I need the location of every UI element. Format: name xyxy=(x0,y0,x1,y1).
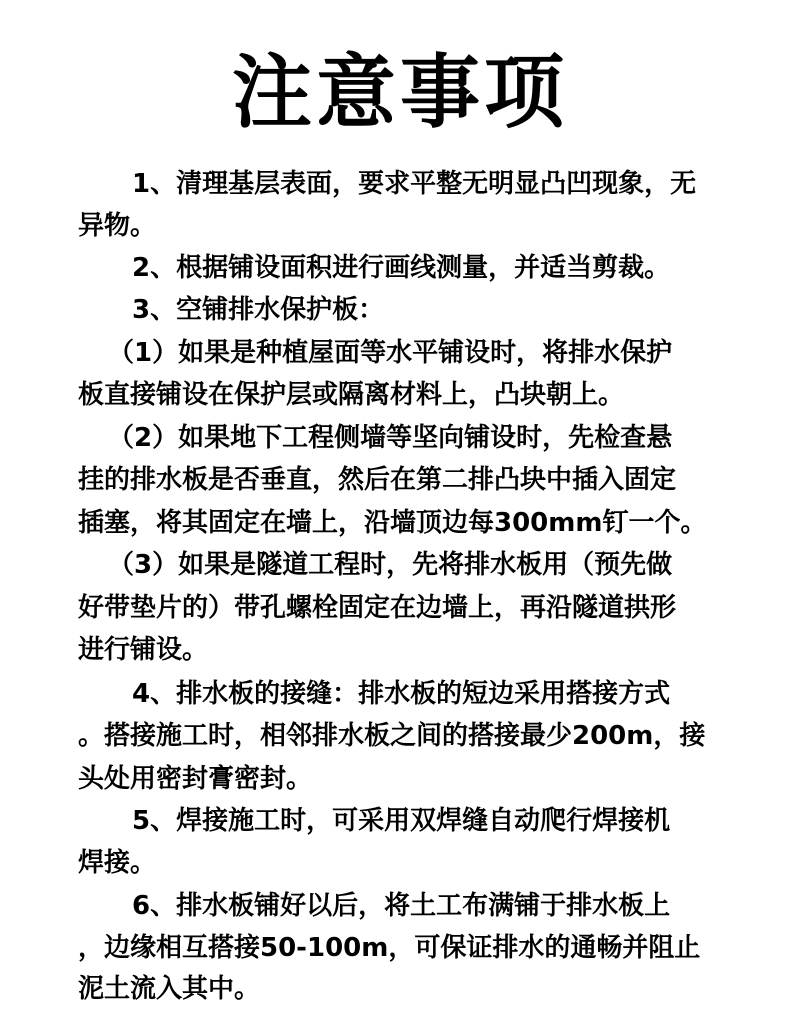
text-line: 2、根据铺设面积进行画线测量，并适当剪裁。 xyxy=(132,253,671,283)
text-line: 进行铺设。 xyxy=(78,635,209,665)
text-line: 1、清理基层表面，要求平整无明显凸凹现象，无 xyxy=(132,169,697,199)
text-line: 6、排水板铺好以后，将土工布满铺于排水板上 xyxy=(132,891,671,921)
text-line: 板直接铺设在保护层或隔离材料上，凸块朝上。 xyxy=(78,380,625,410)
text-line: 泥土流入其中。 xyxy=(78,974,261,1004)
text-line: ，边缘相互搭接50-100m，可保证排水的通畅并阻止 xyxy=(78,933,701,963)
text-line: 插塞，将其固定在墙上，沿墙顶边每300mm钉一个。 xyxy=(78,508,707,538)
text-line: 。搭接施工时，相邻排水板之间的搭接最少200m，接 xyxy=(78,721,706,751)
text-line: （1）如果是种植屋面等水平铺设时，将排水保护 xyxy=(108,338,673,368)
page-title: 注意事项 xyxy=(232,46,568,139)
text-line: 焊接。 xyxy=(78,848,157,878)
text-line: （3）如果是隧道工程时，先将排水板用（预先做 xyxy=(108,550,673,580)
text-line: 好带垫片的）带孔螺栓固定在边墙上，再沿隧道拱形 xyxy=(78,593,677,623)
text-line: 5、焊接施工时，可采用双焊缝自动爬行焊接机 xyxy=(132,806,671,836)
text-line: 4、排水板的接缝：排水板的短边采用搭接方式 xyxy=(132,679,671,709)
text-line: 异物。 xyxy=(78,211,157,241)
text-line: 3、空铺排水保护板： xyxy=(132,295,385,325)
text-line: 头处用密封膏密封。 xyxy=(78,764,313,794)
text-line: （2）如果地下工程侧墙等坚向铺设时，先检查悬 xyxy=(108,423,673,453)
text-line: 挂的排水板是否垂直，然后在第二排凸块中插入固定 xyxy=(78,465,677,495)
